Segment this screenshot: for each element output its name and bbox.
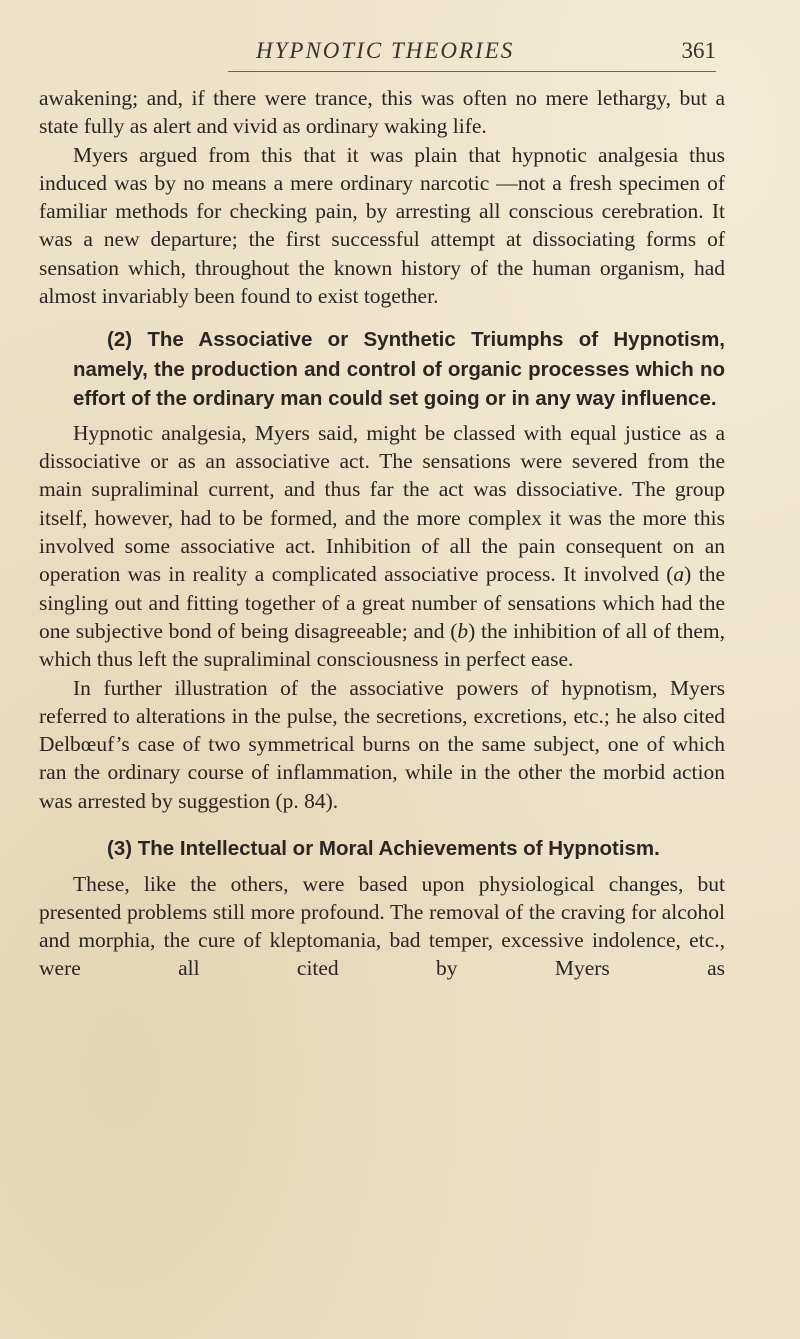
body-text: [39, 84, 725, 983]
paragraph-continuation: awakening; and, if there were trance, this was often no mere lethargy, but a state fully as alert and vivid as ordinary waking life.: [39, 86, 725, 139]
paragraph-further-illustration: In further illustration of the associative powers of hypnotism, Myers referred to alterations in the pulse, the secretions, excretions, etc.; he also cited Delbœuf’s case of two symmetrical burns on the same subject, one of which ran the ordinary course of inflammation, while in the other the morbid action was arrested by suggestion (p. 84).: [39, 675, 725, 813]
enumerator-letter: b: [457, 618, 469, 643]
header-rule: [228, 71, 716, 72]
running-title: HYPNOTIC THEORIES: [256, 38, 515, 63]
paragraph-hypnotic-analgesia: [39, 419, 725, 674]
section-heading-2: (2) The Associative or Synthetic Triumphs of Hypnotism, namely, the production and control of organic processes which no effort of the ordinary man could set going or in any way influence.: [73, 328, 725, 411]
section-heading-3: (3) The Intellectual or Moral Achievements of Hypnotism.: [107, 837, 660, 861]
paragraph-text: ) the singling out and fitting together of a great number of sensations which had the one subjective bond of being disagreeable; and (: [39, 562, 725, 643]
enumerator-letter: a: [673, 562, 685, 587]
spacer: [39, 310, 725, 325]
paragraph-these-like-others: These, like the others, were based upon physiological changes, but presented problems still more profound. The removal of the craving for alcohol and morphia, the cure of kleptomania, bad temper, excessive indolence, etc., were all cited by Myers as: [39, 871, 725, 981]
spacer: [39, 815, 725, 834]
paragraph-text: ) the inhibition of all of them, which thus left the supraliminal consciousness in perfect ease.: [39, 618, 726, 672]
paragraph-myers-argued: Myers argued from this that it was plain that hypnotic analgesia thus induced was by no means a mere ordinary narcotic —not a fresh specimen of familiar methods for checking pain, by arresting all conscious cerebration. It was a new departure; the first successful attempt at dissociating forms of sensation which, throughout the known history of the human organism, had almost invariably been found to exist together.: [39, 142, 725, 309]
page-header: [256, 38, 716, 70]
page-number: 361: [681, 38, 716, 63]
paragraph-text: Hypnotic analgesia, Myers said, might be classed with equal justice as a dissociative or as an associative act. The sensations were severed from the main supraliminal current, and thus far the act was dissociative. The group itself, however, had to be formed, and the more complex it was the more this involved some associative act. Inhibition of all the pain consequent on an operation was in reality a complicated associative process. It involved (: [39, 420, 725, 587]
